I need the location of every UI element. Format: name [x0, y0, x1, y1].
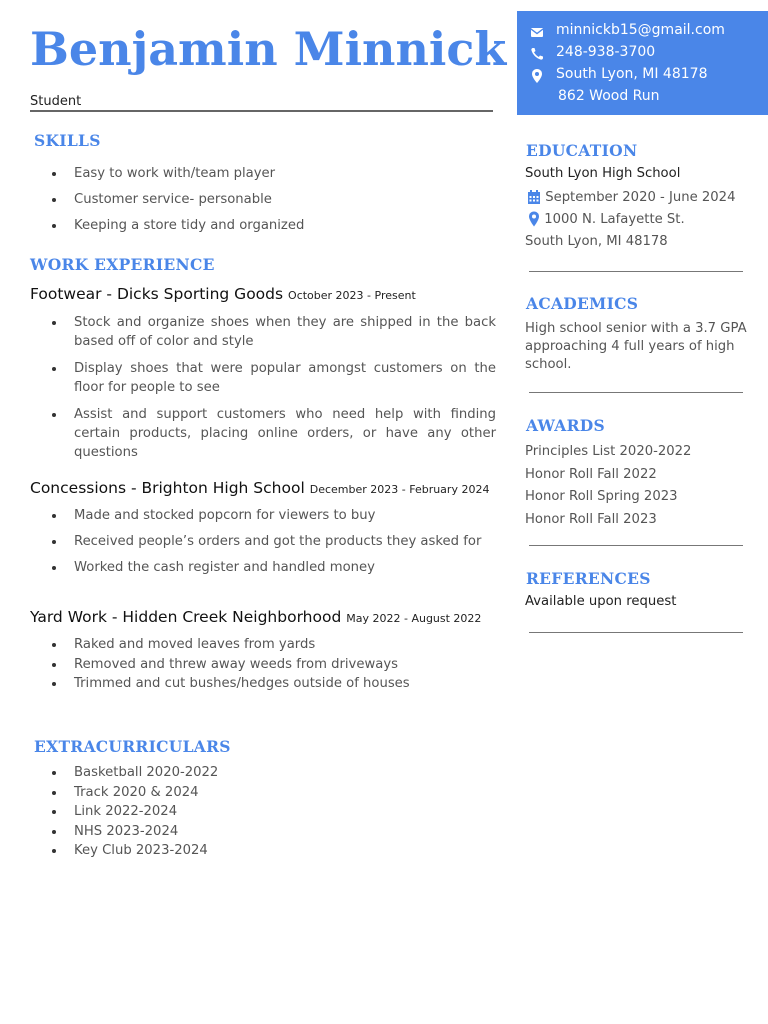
list-item: Track 2020 & 2024: [30, 783, 500, 803]
work-experience-heading: WORK EXPERIENCE: [30, 255, 215, 274]
list-item: Key Club 2023-2024: [30, 841, 500, 861]
list-item: Principles List 2020-2022: [525, 444, 692, 459]
job-dates: October 2023 - Present: [288, 289, 416, 302]
list-item: Customer service- personable: [30, 190, 500, 209]
phone-text: 248-938-3700: [556, 44, 656, 60]
contact-panel: [517, 11, 768, 115]
job-title: Concessions - Brighton High School: [30, 479, 305, 497]
job-bullets-yard-work: [30, 635, 500, 694]
job-bullets-footwear: [30, 313, 496, 470]
skills-list: [30, 164, 500, 242]
city-text: South Lyon, MI 48178: [556, 66, 708, 82]
school-address: [528, 211, 685, 227]
awards-heading: AWARDS: [526, 416, 606, 435]
section-divider: [529, 545, 743, 546]
section-divider: [529, 271, 743, 272]
list-item: Raked and moved leaves from yards: [30, 635, 500, 655]
header-divider: [30, 110, 493, 112]
envelope-icon: [529, 24, 545, 40]
skills-heading: SKILLS: [34, 131, 101, 150]
dates-text: September 2020 - June 2024: [545, 190, 736, 205]
list-item: Worked the cash register and handled money: [30, 558, 500, 577]
list-item: Keeping a store tidy and organized: [30, 216, 500, 235]
education-dates: [527, 189, 735, 205]
awards-list: [525, 441, 691, 531]
references-text: Available upon request: [525, 594, 677, 609]
job-title-yard-work: [30, 608, 481, 626]
job-title-footwear: [30, 285, 416, 303]
academics-heading: ACADEMICS: [526, 294, 639, 313]
education-heading: EDUCATION: [526, 141, 638, 160]
school-name: South Lyon High School: [525, 166, 681, 181]
list-item: Trimmed and cut bushes/hedges outside of houses: [30, 674, 500, 694]
academics-line: High school senior with a 3.7 GPA: [525, 321, 747, 336]
list-item: Easy to work with/team player: [30, 164, 500, 183]
references-heading: REFERENCES: [526, 569, 651, 588]
list-item: Assist and support customers who need help with finding certain products, placing online orders, or have any other questions: [30, 405, 496, 462]
extracurriculars-heading: EXTRACURRICULARS: [34, 737, 231, 756]
list-item: Removed and threw away weeds from driveways: [30, 655, 500, 675]
candidate-name: Benjamin Minnick: [30, 22, 507, 76]
academics-line: approaching 4 full years of high: [525, 339, 735, 354]
address-text: 1000 N. Lafayette St.: [544, 212, 685, 227]
list-item: Made and stocked popcorn for viewers to buy: [30, 506, 500, 525]
job-title-concessions: [30, 479, 489, 497]
section-divider: [529, 392, 743, 393]
academics-line: school.: [525, 357, 572, 372]
job-dates: December 2023 - February 2024: [309, 483, 490, 496]
calendar-icon: [527, 189, 541, 205]
map-pin-icon: [528, 211, 540, 227]
job-title: Yard Work - Hidden Creek Neighborhood: [30, 608, 342, 626]
extracurriculars-list: [30, 763, 500, 861]
map-pin-icon: [529, 68, 545, 84]
job-title: Footwear - Dicks Sporting Goods: [30, 285, 284, 303]
street-text: 862 Wood Run: [558, 88, 660, 104]
section-divider: [529, 632, 743, 633]
candidate-subtitle: Student: [30, 94, 82, 109]
list-item: Link 2022-2024: [30, 802, 500, 822]
job-dates: May 2022 - August 2022: [346, 612, 482, 625]
list-item: Honor Roll Fall 2023: [525, 511, 657, 527]
school-city: South Lyon, MI 48178: [525, 234, 668, 249]
list-item: Stock and organize shoes when they are shipped in the back based off of color and style: [30, 313, 496, 351]
list-item: Basketball 2020-2022: [30, 763, 500, 783]
list-item: NHS 2023-2024: [30, 822, 500, 842]
job-bullets-concessions: [30, 506, 500, 584]
list-item: Display shoes that were popular amongst customers on the floor for people to see: [30, 359, 496, 397]
list-item: Honor Roll Spring 2023: [525, 489, 678, 504]
email-text: minnickb15@gmail.com: [556, 22, 725, 38]
phone-icon: [529, 46, 545, 62]
list-item: Honor Roll Fall 2022: [525, 466, 657, 482]
academics-text: [525, 320, 747, 374]
list-item: Received people’s orders and got the products they asked for: [30, 532, 500, 551]
